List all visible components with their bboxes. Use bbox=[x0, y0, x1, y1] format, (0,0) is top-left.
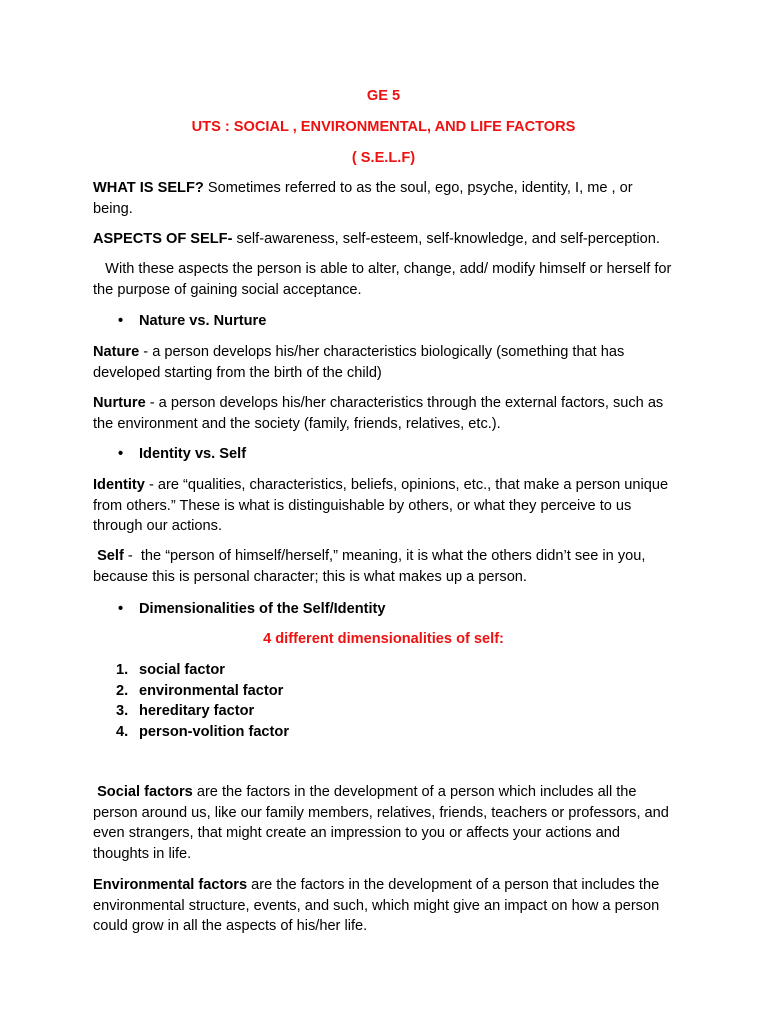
what-is-self-text: Sometimes referred to as the soul, ego, psyche, identity, I, me , or being. bbox=[93, 180, 633, 217]
list-number: 2. bbox=[116, 682, 129, 699]
bullet-marker: • bbox=[118, 446, 124, 462]
aspects-paragraph bbox=[93, 229, 674, 250]
what-is-self-paragraph bbox=[93, 178, 674, 219]
list-label: person-volition factor bbox=[139, 723, 289, 740]
self-paragraph bbox=[93, 546, 674, 587]
aspects-note-paragraph: With these aspects the person is able to alter, change, add/ modify himself or herself for the purpose of gaining social acceptance. bbox=[93, 261, 676, 298]
list-number: 4. bbox=[116, 723, 129, 740]
bullet-identity-self bbox=[93, 444, 674, 465]
document-subtitle: ( S.E.L.F) bbox=[351, 150, 416, 166]
course-heading: GE 5 bbox=[366, 88, 401, 104]
bullet-identity-self-label: Identity vs. Self bbox=[139, 446, 247, 462]
bullet-marker: • bbox=[118, 313, 124, 329]
bullet-dimensionalities bbox=[93, 599, 674, 620]
social-factors-text: are the factors in the development of a person which includes all the person around us, like our family members, relatives, friends, teachers or professors, and even strangers, that might create an impression to you or affects your actions and thoughts in life. bbox=[93, 784, 673, 862]
environmental-factors-term: Environmental factors bbox=[93, 877, 248, 893]
bullet-nature-nurture bbox=[93, 311, 674, 332]
nurture-text: - a person develops his/her characteristics through the external factors, such as the environment and the society (family, friends, relatives, etc.). bbox=[93, 395, 664, 432]
document-title: UTS : SOCIAL , ENVIRONMENTAL, AND LIFE FACTORS bbox=[191, 119, 576, 135]
what-is-self-term: WHAT IS SELF? bbox=[93, 180, 204, 196]
nature-paragraph bbox=[93, 342, 674, 383]
bullet-marker: • bbox=[118, 601, 124, 617]
nature-text: - a person develops his/her characteristics biologically (something that has developed starting from the birth of the child) bbox=[93, 344, 625, 381]
aspects-term: ASPECTS OF SELF- bbox=[93, 231, 233, 247]
list-label: environmental factor bbox=[139, 682, 284, 699]
identity-paragraph bbox=[93, 475, 674, 537]
nature-term: Nature bbox=[93, 344, 140, 360]
bullet-nature-nurture-label: Nature vs. Nurture bbox=[139, 313, 267, 329]
list-item bbox=[93, 722, 674, 743]
self-term: Self bbox=[93, 548, 124, 564]
list-label: social factor bbox=[139, 662, 225, 678]
list-item bbox=[93, 701, 674, 722]
list-number: 1. bbox=[116, 662, 129, 678]
aspects-text: self-awareness, self-esteem, self-knowledge, and self-perception. bbox=[232, 231, 660, 247]
social-factors-paragraph bbox=[93, 782, 674, 864]
nurture-term: Nurture bbox=[93, 395, 146, 411]
list-label: hereditary factor bbox=[139, 703, 255, 719]
environmental-factors-paragraph bbox=[93, 875, 674, 937]
list-item bbox=[93, 681, 674, 702]
self-text: - the “person of himself/herself,” meaning, it is what the others didn’t see in you, because this is personal character; this is what makes up a person. bbox=[93, 548, 650, 585]
identity-term: Identity bbox=[93, 477, 145, 493]
identity-text: - are “qualities, characteristics, beliefs, opinions, etc., that make a person unique from others.” These is what is distinguishable by others, or what they perceive to us through our actions. bbox=[93, 477, 669, 534]
dimensions-list bbox=[93, 660, 674, 742]
social-factors-term: Social factors bbox=[93, 784, 193, 800]
list-number: 3. bbox=[116, 703, 129, 719]
nurture-paragraph bbox=[93, 393, 674, 434]
environmental-factors-text: are the factors in the development of a person that includes the environmental structure, events, and such, which might give an impact on how a person could grow in all the aspects of his/her life. bbox=[93, 877, 660, 934]
bullet-dimensionalities-label: Dimensionalities of the Self/Identity bbox=[139, 601, 386, 617]
list-item bbox=[93, 660, 674, 681]
dimensions-heading: 4 different dimensionalities of self: bbox=[263, 631, 504, 647]
